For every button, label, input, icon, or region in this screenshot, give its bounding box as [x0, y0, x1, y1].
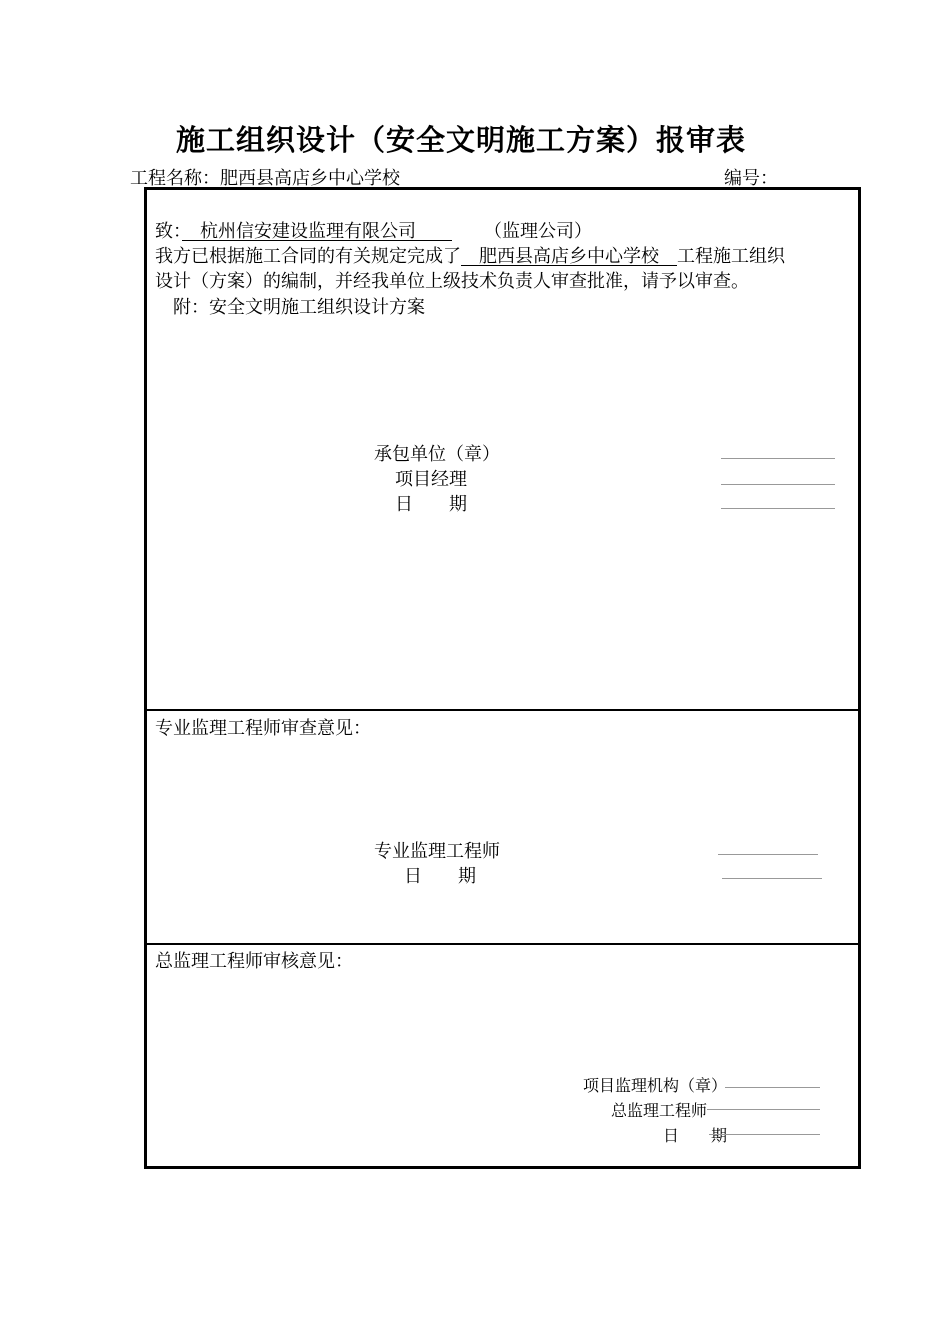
to-suffix: （监理公司） [484, 221, 592, 242]
supervision-org-label: 项目监理机构（章） [583, 1076, 728, 1095]
project-manager-label: 项目经理 [395, 469, 467, 490]
engineer-review-heading: 专业监理工程师审查意见： [155, 718, 371, 739]
supervision-org-line [725, 1087, 820, 1088]
project-label: 工程名称： [130, 168, 220, 189]
chief-review-heading: 总监理工程师审核意见： [155, 951, 353, 972]
date-label-1: 日 期 [395, 494, 467, 515]
date-label-3: 日 期 [663, 1126, 728, 1145]
contractor-seal-line [721, 458, 835, 459]
chief-engineer-label: 总监理工程师 [611, 1101, 708, 1120]
engineer-sign-label: 专业监理工程师 [374, 841, 500, 862]
chief-engineer-line [707, 1109, 820, 1110]
section-divider-1 [147, 709, 858, 711]
date-line-1 [721, 508, 835, 509]
body-project-name: 肥西县高店乡中心学校 [479, 246, 659, 267]
project-manager-line [721, 484, 835, 485]
date-line-3 [709, 1134, 820, 1135]
to-company: 杭州信安建设监理有限公司 [200, 221, 416, 242]
form-table [144, 187, 861, 1169]
body-line-1: 我方已根据施工合同的有关规定完成了 肥西县高店乡中心学校 工程施工组织 [155, 246, 785, 267]
section-divider-2 [147, 943, 858, 945]
project-name: 肥西县高店乡中心学校 [220, 168, 400, 189]
to-label: 致： [155, 221, 182, 242]
number-label: 编号： [724, 168, 778, 189]
addressee-line [155, 219, 592, 245]
page-title: 施工组织设计（安全文明施工方案）报审表 [175, 123, 746, 157]
date-label-2: 日 期 [404, 866, 476, 887]
contractor-seal-label: 承包单位（章） [374, 444, 500, 465]
body-line-2: 设计（方案）的编制，并经我单位上级技术负责人审查批准，请予以审查。 [155, 271, 749, 292]
engineer-sign-line [718, 854, 818, 855]
date-line-2 [722, 878, 822, 879]
attachment-line: 附：安全文明施工组织设计方案 [173, 297, 425, 318]
